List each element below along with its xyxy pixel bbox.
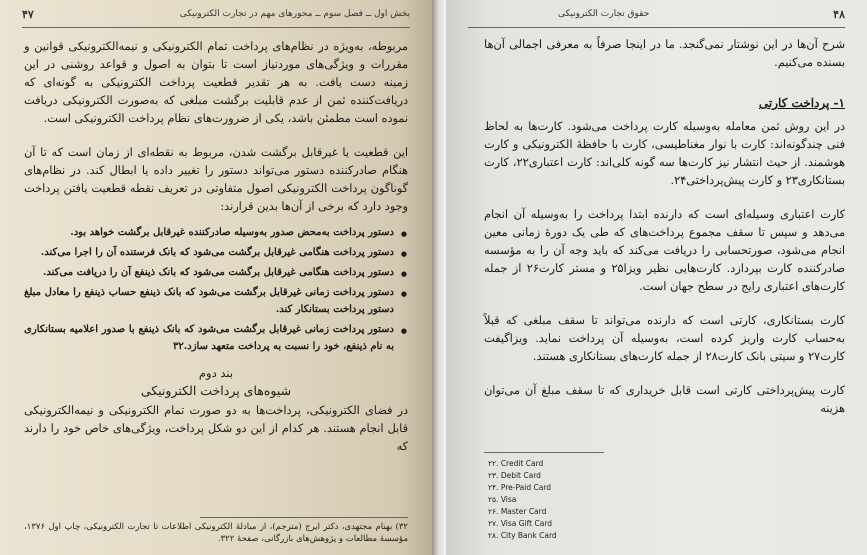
footnote-item: ۲۸. City Bank Card [488, 531, 557, 540]
left-page-number: ۴۷ [22, 8, 34, 21]
left-bullet-list [24, 224, 408, 355]
right-footnotes [488, 458, 557, 542]
right-page [446, 0, 867, 555]
list-item: ● دستور پرداخت هنگامی غیرقابل برگشت می‌شود که بانک ذینفع آن را دریافت می‌کند. [24, 264, 394, 281]
list-item: ● دستور پرداخت زمانی غیرقابل برگشت می‌شود که بانک ذینفع با صدور اعلامیه بستانکاری به نام ذینفع، خود را نسبت به پرداخت متعهد سازد.۳۲ [24, 321, 394, 355]
list-item: ● دستور پرداخت زمانی غیرقابل برگشت می‌شود که بانک ذینفع حساب ذینفع را معادل مبلغ دستور پرداخت بستانکار کند. [24, 284, 394, 318]
right-page-number: ۴۸ [833, 8, 845, 21]
footnote-item: ۲۳. Debit Card [488, 471, 541, 480]
book-gutter [432, 0, 446, 555]
left-paragraph-2: این قطعیت یا غیرقابل برگشت شدن، مربوط به نقطه‌ای از زمان است که تا آن هنگام صادرکننده دستور می‌تواند دستور را تغییر داده یا ابطال کند. در نظام‌های گوناگون پرداخت الکترونیکی اصول متفاوتی در تعریف نقطه قطعیت یافتن پرداخت وجود دارد که برخی از آن‌ها بدین قرارند: [24, 146, 408, 213]
right-paragraph-5: کارت پیش‌پرداختی کارتی است قابل خریداری که تا سقف مبلغ آن می‌توان هزینه [484, 384, 845, 415]
left-header-title: بخش اول ــ فصل سوم ــ محورهای مهم در تجارت الکترونیکی [179, 9, 410, 19]
footnote-item: ۲۲. Credit Card [488, 459, 544, 468]
list-item: ● دستور پرداخت هنگامی غیرقابل برگشت می‌شود که بانک فرستنده آن را اجرا می‌کند. [24, 244, 394, 261]
right-body [484, 36, 845, 418]
left-page [0, 0, 432, 555]
section-label: بند دوم [198, 366, 234, 380]
right-header-title: حقوق تجارت الکترونیکی [558, 9, 650, 19]
list-item: ● دستور پرداخت به‌محض صدور به‌وسیله صادرکننده غیرقابل برگشت خواهد بود. [24, 224, 394, 241]
left-body [24, 38, 408, 456]
right-header-rule [468, 27, 845, 28]
left-footnote-rule [200, 517, 408, 518]
left-footnote: ۳۲) بهنام مجتهدی، دکتر ایرج (مترجم)، از مبادلهٔ الکترونیکی اطلاعات تا تجارت الکترونیکی، چاپ اول ۱۳۷۶، مؤسسهٔ مطالعات و پژوهش‌های بازرگانی، صفحهٔ ۳۲۲. [24, 522, 408, 544]
right-paragraph-2: در این روش ثمن معامله به‌وسیله کارت پرداخت می‌شود. کارت‌ها به لحاظ فنی چندگونه‌اند: کارت با نوار مغناطیسی، کارت با حافظهٔ الکترونیکی و کارت هوشمند. از حیث انتشار نیز کارت‌ها سه گونه کلی‌اند: کارت اعتباری۲۲، کارت بستانکاری۲۳ و کارت پیش‌پرداختی۲۴. [484, 120, 845, 187]
right-footnote-rule [484, 452, 604, 453]
right-paragraph-1: شرح آن‌ها در این نوشتار نمی‌گنجد. ما در اینجا صرفاً به معرفی اجمالی آن‌ها بسنده می‌کنیم. [484, 38, 845, 69]
right-paragraph-3: کارت اعتباری وسیله‌ای است که دارنده ابتدا پرداخت را به‌وسیله آن انجام می‌دهد و سپس تا سقف مجموع پرداخت‌های که طی یک دورهٔ زمانی معین انجام می‌شود، صورتحسابی را دریافت می‌کند که باید وجه آن را به مؤسسه صادرکننده کارت بپردازد. کارت‌هایی نظیر ویزا۲۵ و مستر کارت۲۶ از جمله کارت‌های اعتباری رایج در سطح جهان است. [484, 208, 845, 293]
left-paragraph-1: مربوطه، به‌ویژه در نظام‌های پرداخت تمام الکترونیکی و نیمه‌الکترونیکی قوانین و مقررات و ویژگی‌های موردنیاز است تا بتوان به اصول و قواعد روشنی در این زمینه دست یافت. به هر تقدیر قطعیت پرداخت الکترونیکی به گونه‌ای که دریافت‌کننده ثمن از عدم قابلیت برگشت مبلغی که به‌صورت الکترونیکی دریافت نموده است مطمئن باشد، یکی از ضرورت‌های نظام پرداخت الکترونیکی است. [24, 40, 408, 125]
right-paragraph-4: کارت بستانکاری، کارتی است که دارنده می‌تواند تا سقف مبلغی که قبلاً به‌حساب کارت واریز کرده است، به‌وسیله آن پرداخت نماید. ویزاگیفت کارت۲۷ و سیتی بانک کارت۲۸ از جمله کارت‌های بستانکاری هستند. [484, 314, 845, 363]
left-header-rule [22, 27, 410, 28]
right-running-header [468, 8, 845, 24]
footnote-item: ۲۴. Pre-Paid Card [488, 483, 552, 492]
footnote-item: ۲۵. Visa [488, 495, 517, 504]
left-running-header [22, 8, 410, 24]
section-title: شیوه‌های پرداخت الکترونیکی [140, 383, 292, 398]
footnote-item: ۲۶. Master Card [488, 507, 547, 516]
section-heading: ۱- پرداخت کارتی [758, 96, 845, 110]
left-paragraph-3: در فضای الکترونیکی، پرداخت‌ها به دو صورت تمام الکترونیکی و نیمه‌الکترونیکی قابل انجام هستند. هر کدام از این دو شکل پرداخت، ویژگی‌های خاص خود را دارند که [24, 404, 408, 453]
footnote-item: ۲۷. Visa Gift Card [488, 519, 553, 528]
